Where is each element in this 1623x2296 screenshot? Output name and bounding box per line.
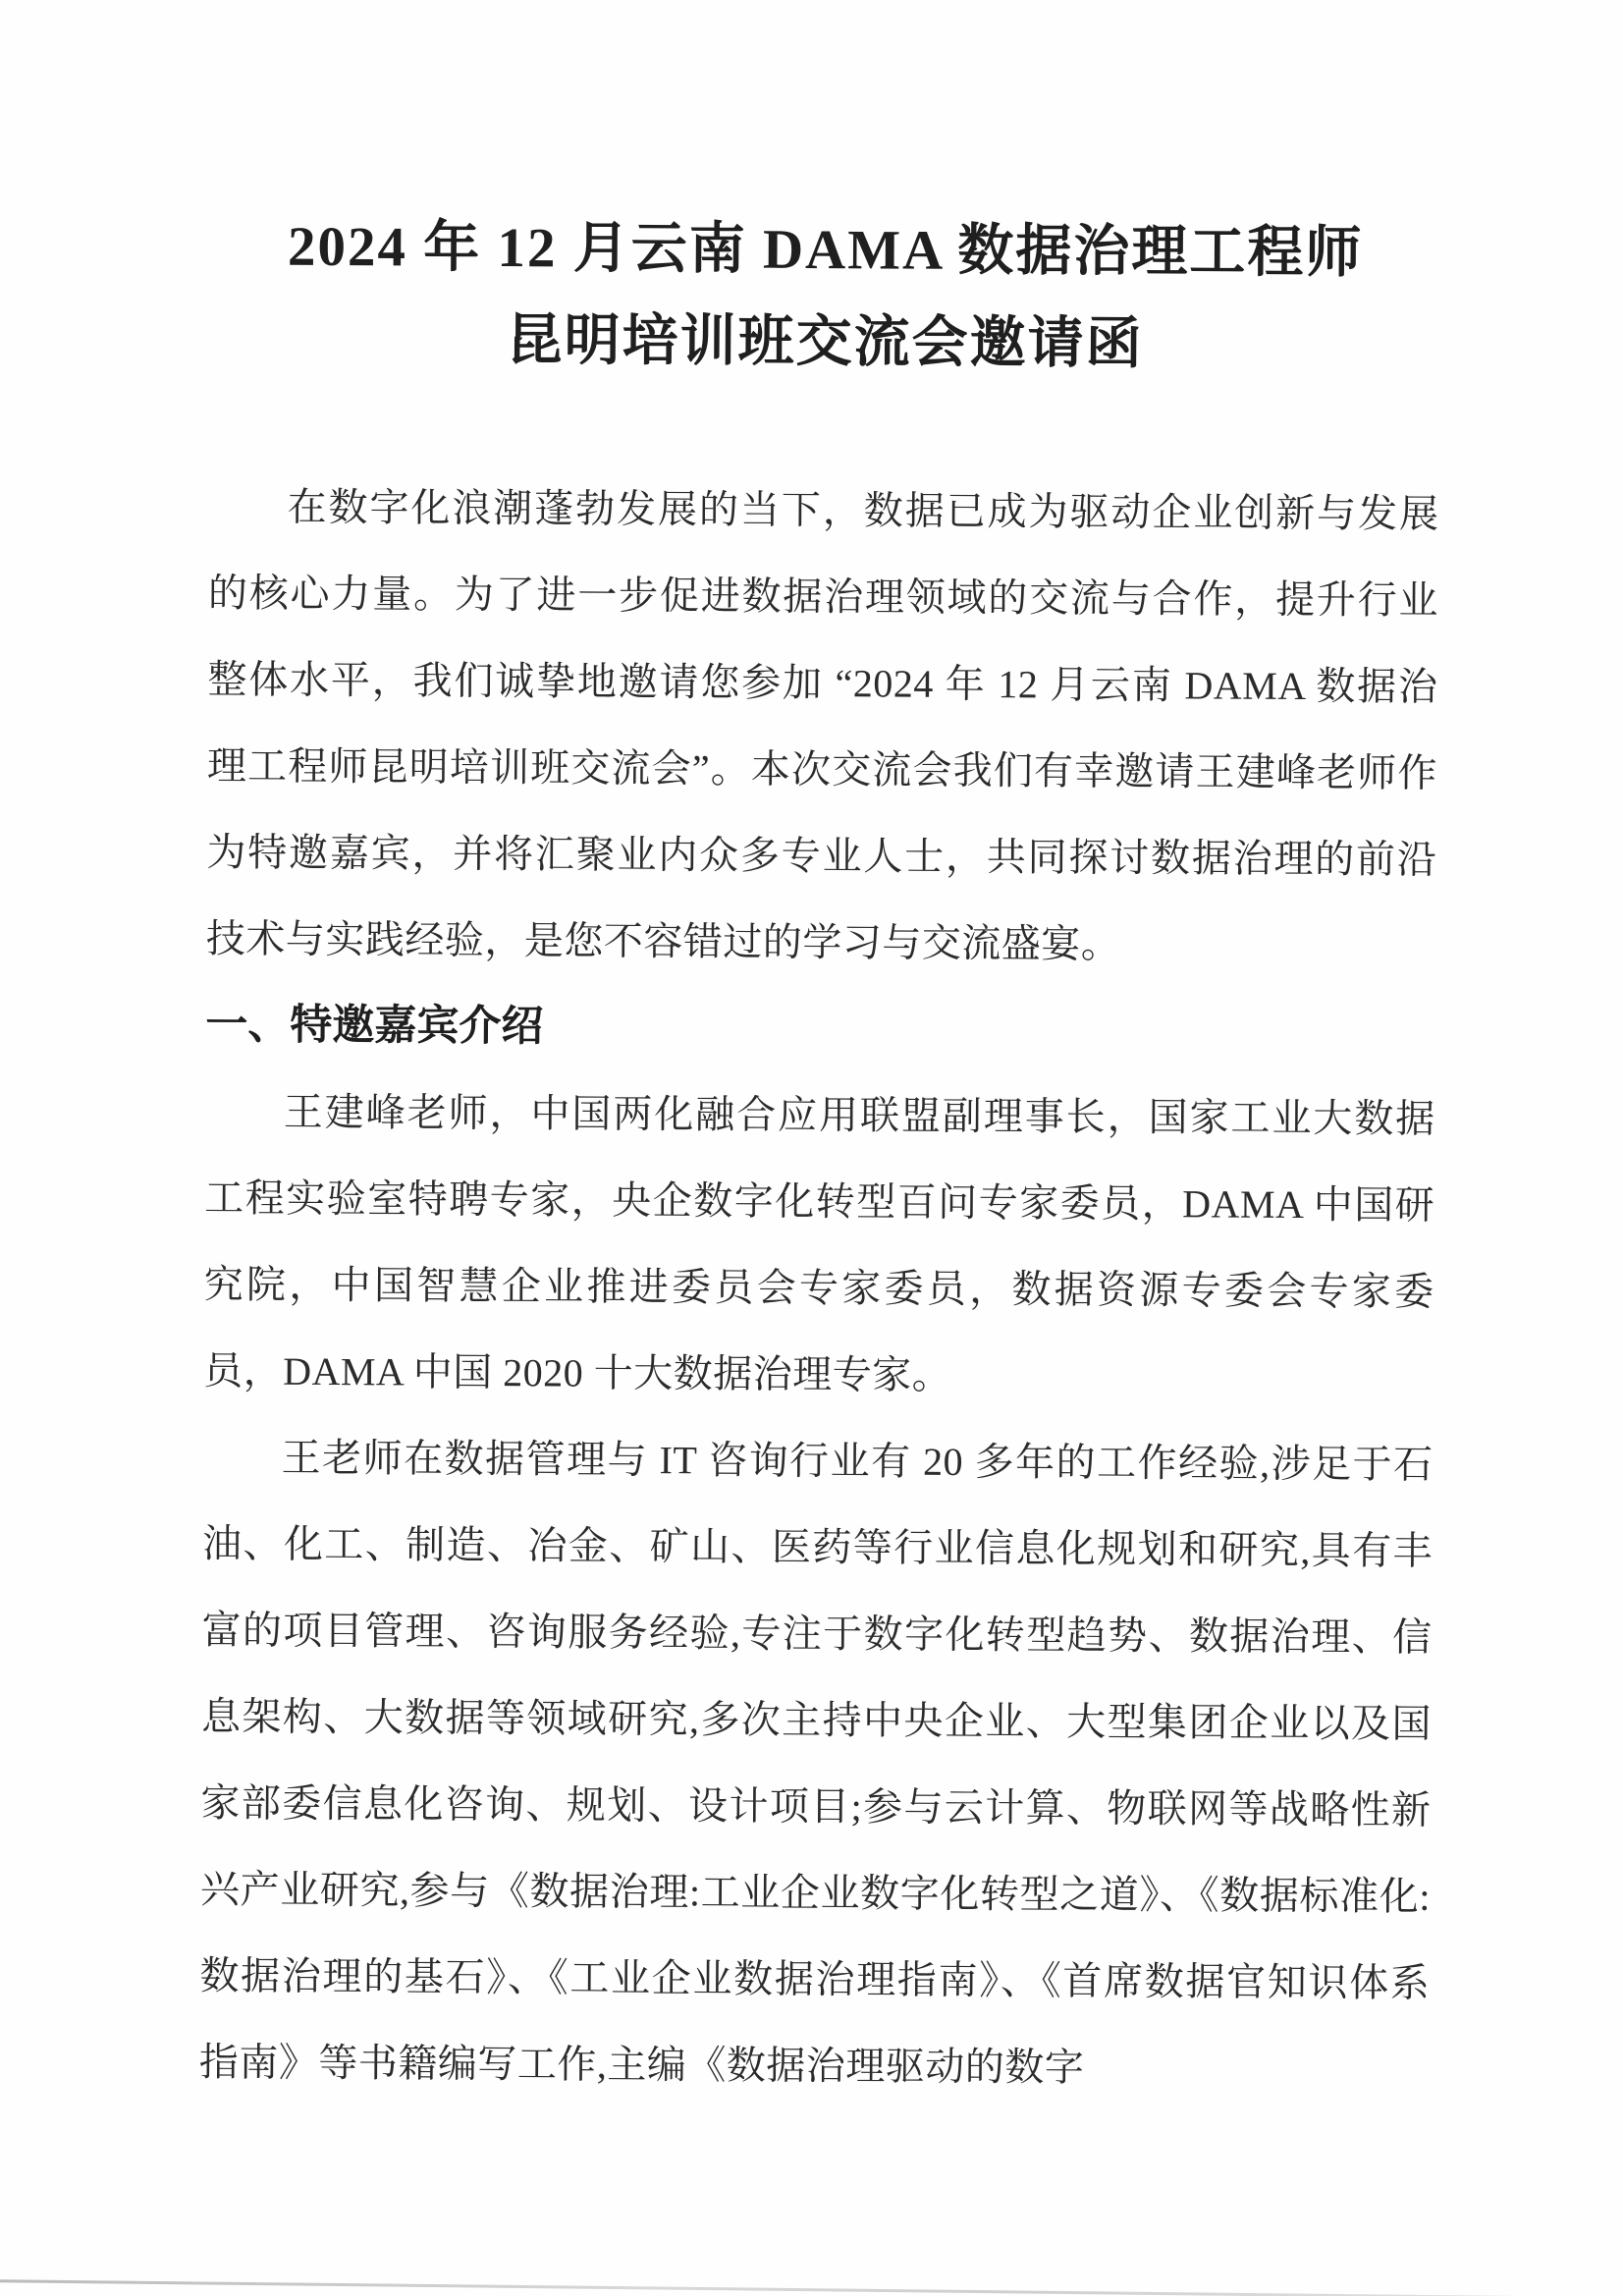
intro-paragraph: 在数字化浪潮蓬勃发展的当下，数据已成为驱动企业创新与发展的核心力量。为了进一步促进数据治理领域的交流与合作，提升行业整体水平，我们诚挚地邀请您参加 “2024 年 12 月云南 DAMA 数据治理工程师昆明培训班交流会”。本次交流会我们有幸邀请王建峰老师作为特邀嘉宾，并将汇聚业内众多专业人士，共同探讨数据治理的前沿技术与实践经验，是您不容错过的学习与交流盛宴。 bbox=[205, 484, 1439, 966]
document-title bbox=[209, 200, 1440, 393]
title-line-2: 昆明培训班交流会邀请函 bbox=[506, 309, 1144, 376]
section-heading-guest-intro: 一、特邀嘉宾介绍 bbox=[205, 1002, 544, 1051]
document-content bbox=[199, 200, 1441, 2113]
guest-bio-paragraph: 王建峰老师，中国两化融合应用联盟副理事长，国家工业大数据工程实验室特聘专家，央企数字化转型百问专家委员，DAMA 中国研究院，中国智慧企业推进委员会专家委员，数据资源专委会专家委员，DAMA 中国 2020 十大数据治理专家。 bbox=[203, 1089, 1435, 1397]
title-line-1: 2024 年 12 月云南 DAMA 数据治理工程师 bbox=[287, 215, 1364, 285]
guest-experience-paragraph: 王老师在数据管理与 IT 咨询行业有 20 多年的工作经验,涉足于石油、化工、制造、冶金、矿山、医药等行业信息化规划和研究,具有丰富的项目管理、咨询服务经验,专注于数字化转型趋势、数据治理、信息架构、大数据等领域研究,多次主持中央企业、大型集团企业以及国家部委信息化咨询、规划、设计项目;参与云计算、物联网等战略性新兴产业研究,参与《数据治理:工业企业数字化转型之道》、《数据标准化:数据治理的基石》、《工业企业数据治理指南》、《首席数据官知识体系指南》等书籍编写工作,主编《数据治理驱动的数字 bbox=[198, 1435, 1434, 2090]
